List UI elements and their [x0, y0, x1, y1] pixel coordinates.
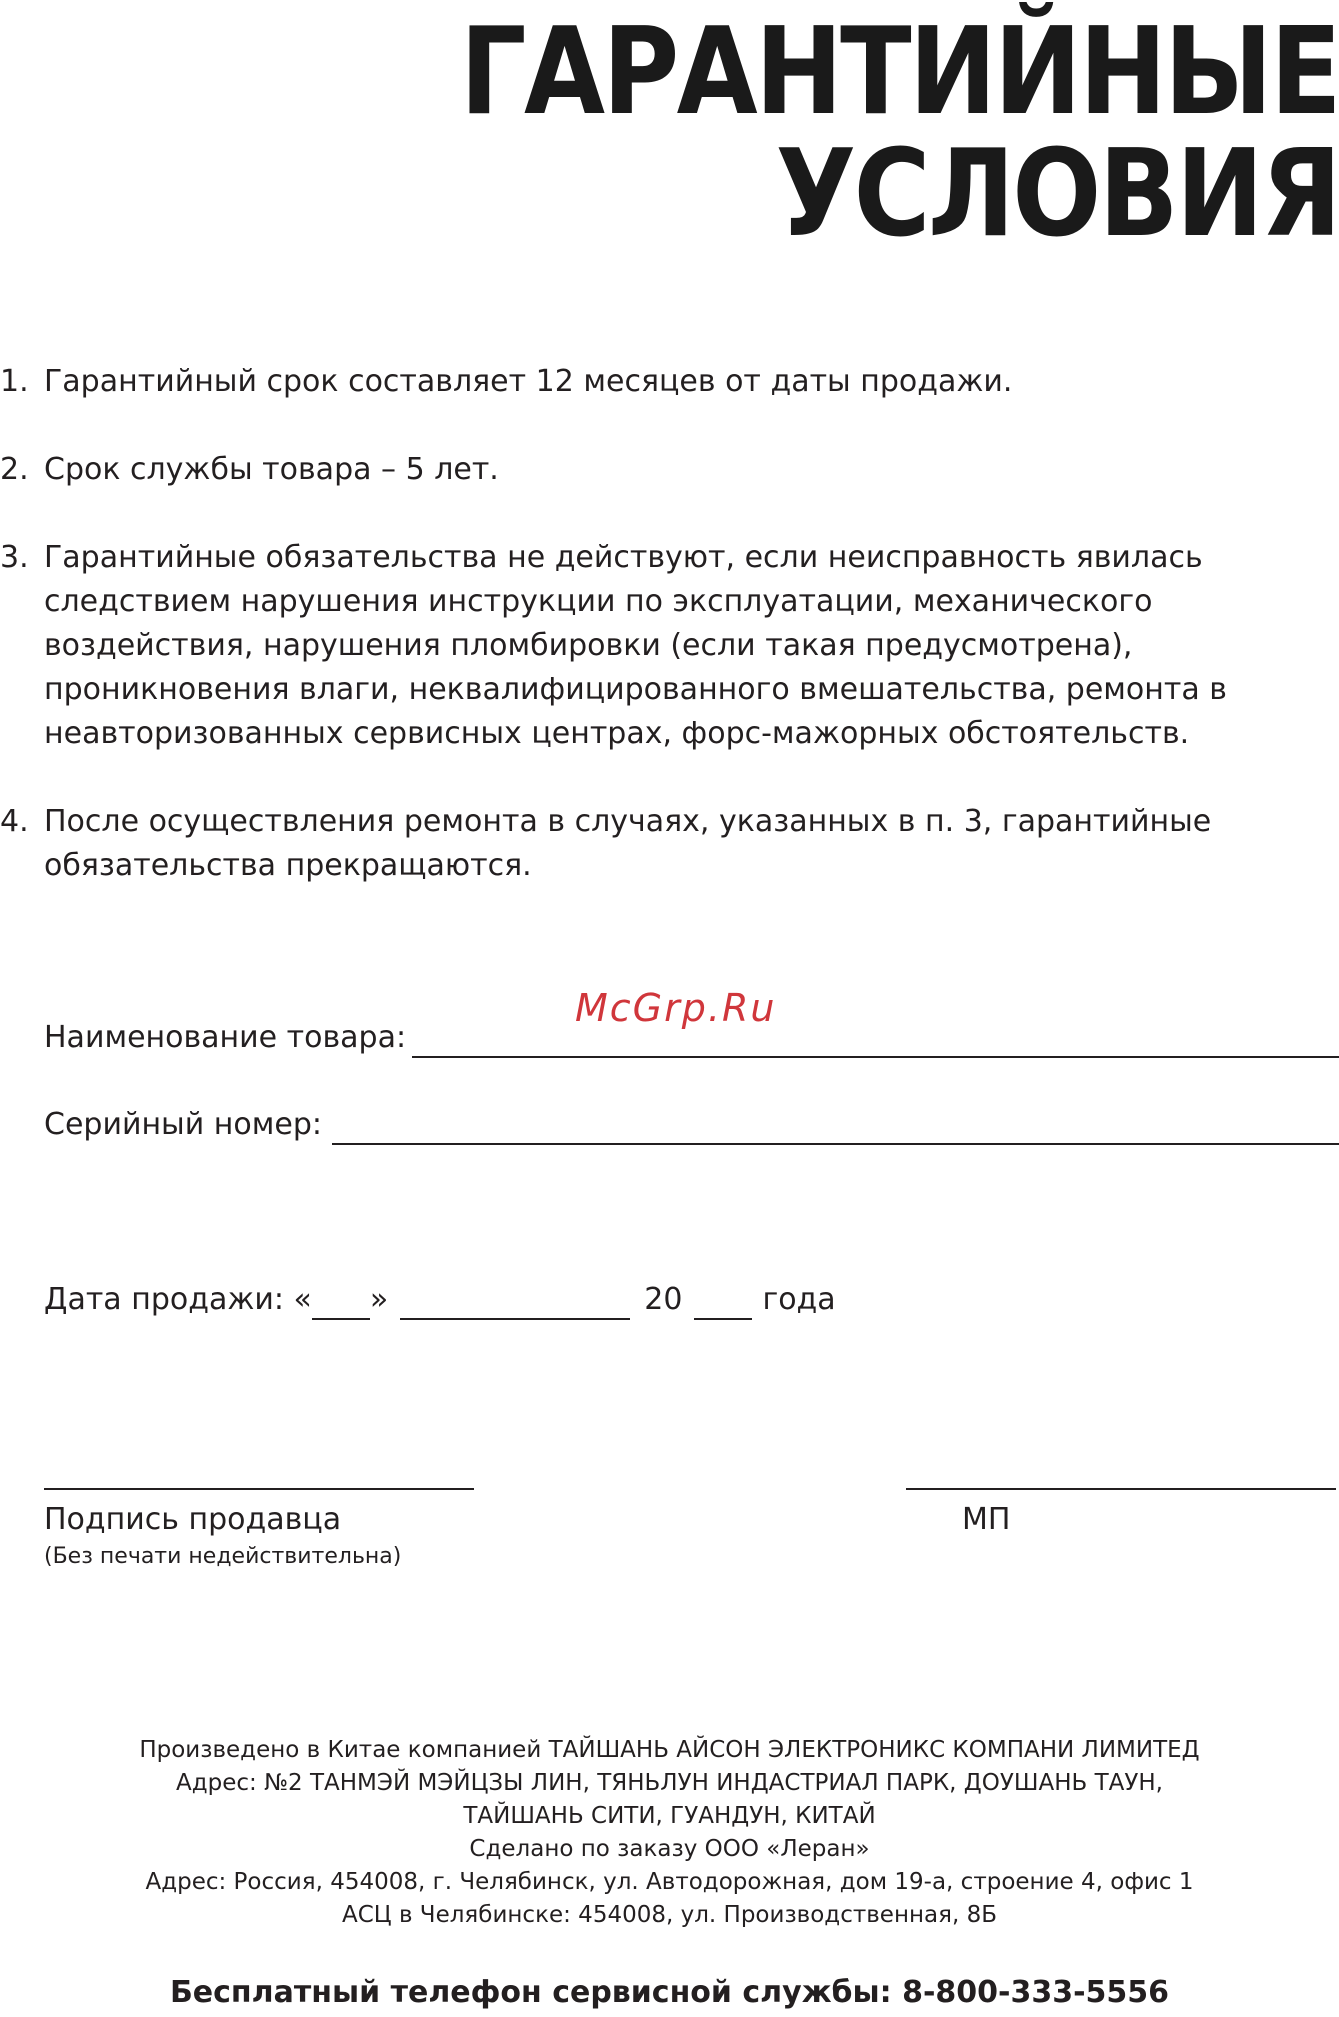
condition-item [0, 536, 1295, 756]
manufacturer-info [0, 1734, 1339, 1932]
seller-signature-line[interactable] [44, 1488, 474, 1490]
serial-number-line[interactable] [332, 1109, 1339, 1145]
conditions-list [0, 360, 1339, 932]
footer-line: Сделано по заказу ООО «Леран» [469, 1836, 870, 1862]
footer-line: ТАЙШАНЬ СИТИ, ГУАНДУН, КИТАЙ [463, 1803, 876, 1829]
title-line-2: УСЛОВИЯ [775, 125, 1339, 264]
condition-text: После осуществления ремонта в случаях, указанных в п. 3, гарантийные обязательства прекращаются. [44, 804, 1212, 883]
sale-date-label: Дата продажи: « [44, 1282, 312, 1317]
page-title [459, 3, 1339, 264]
footer-line: АСЦ в Челябинске: 454008, ул. Производственная, 8Б [341, 1902, 998, 1928]
sale-year-suffix: года [762, 1282, 836, 1317]
condition-text: Гарантийные обязательства не действуют, если неисправность явилась следствием нарушения инструкции по эксплуатации, механического воздействия, нарушения пломбировки (если такая предусмотрена), проникновения влаги, неквалифицированного вмешательства, ремонта в неавторизованных сервисных центрах, форс-мажорных обстоятельств. [44, 540, 1227, 751]
condition-item [0, 360, 1295, 404]
watermark: McGrp.Ru [575, 986, 777, 1030]
sale-month-line[interactable] [400, 1284, 630, 1320]
footer-line: Произведено в Китае компанией ТАЙШАНЬ АЙСОН ЭЛЕКТРОНИКС КОМПАНИ ЛИМИТЕД [139, 1737, 1200, 1763]
product-name-line[interactable] [412, 1022, 1339, 1058]
condition-number: 1. [0, 364, 29, 399]
footer-line: Адрес: №2 ТАНМЭЙ МЭЙЦЗЫ ЛИН, ТЯНЬЛУН ИНДАСТРИАЛ ПАРК, ДОУШАНЬ ТАУН, [176, 1770, 1163, 1796]
stamp-label: МП [962, 1502, 1011, 1537]
condition-text: Срок службы товара – 5 лет. [44, 452, 499, 487]
product-name-field [44, 1018, 1339, 1058]
sale-year-prefix: 20 [644, 1282, 683, 1317]
seller-signature-label: Подпись продавца [44, 1502, 342, 1537]
service-hotline: Бесплатный телефон сервисной службы: 8-800-333-5556 [169, 1975, 1170, 2010]
condition-number: 2. [0, 452, 29, 487]
sale-day-line[interactable] [312, 1284, 370, 1320]
stamp-line[interactable] [906, 1488, 1336, 1490]
product-name-label: Наименование товара: [44, 1020, 407, 1055]
sale-year-line[interactable] [694, 1284, 752, 1320]
serial-number-label: Серийный номер: [44, 1107, 322, 1142]
condition-item [0, 800, 1295, 888]
condition-number: 3. [0, 540, 29, 575]
title-line-1: ГАРАНТИЙНЫЕ [459, 3, 1339, 142]
serial-number-field [44, 1105, 1339, 1145]
condition-item [0, 448, 1295, 492]
condition-text: Гарантийный срок составляет 12 месяцев от даты продажи. [44, 364, 1013, 399]
footer-line: Адрес: Россия, 454008, г. Челябинск, ул. Автодорожная, дом 19-а, строение 4, офис 1 [145, 1869, 1194, 1895]
condition-number: 4. [0, 804, 29, 839]
sale-date-close-quote: » [369, 1282, 389, 1317]
seller-signature-note: (Без печати недействительна) [44, 1544, 402, 1569]
sale-date-field [44, 1280, 836, 1320]
